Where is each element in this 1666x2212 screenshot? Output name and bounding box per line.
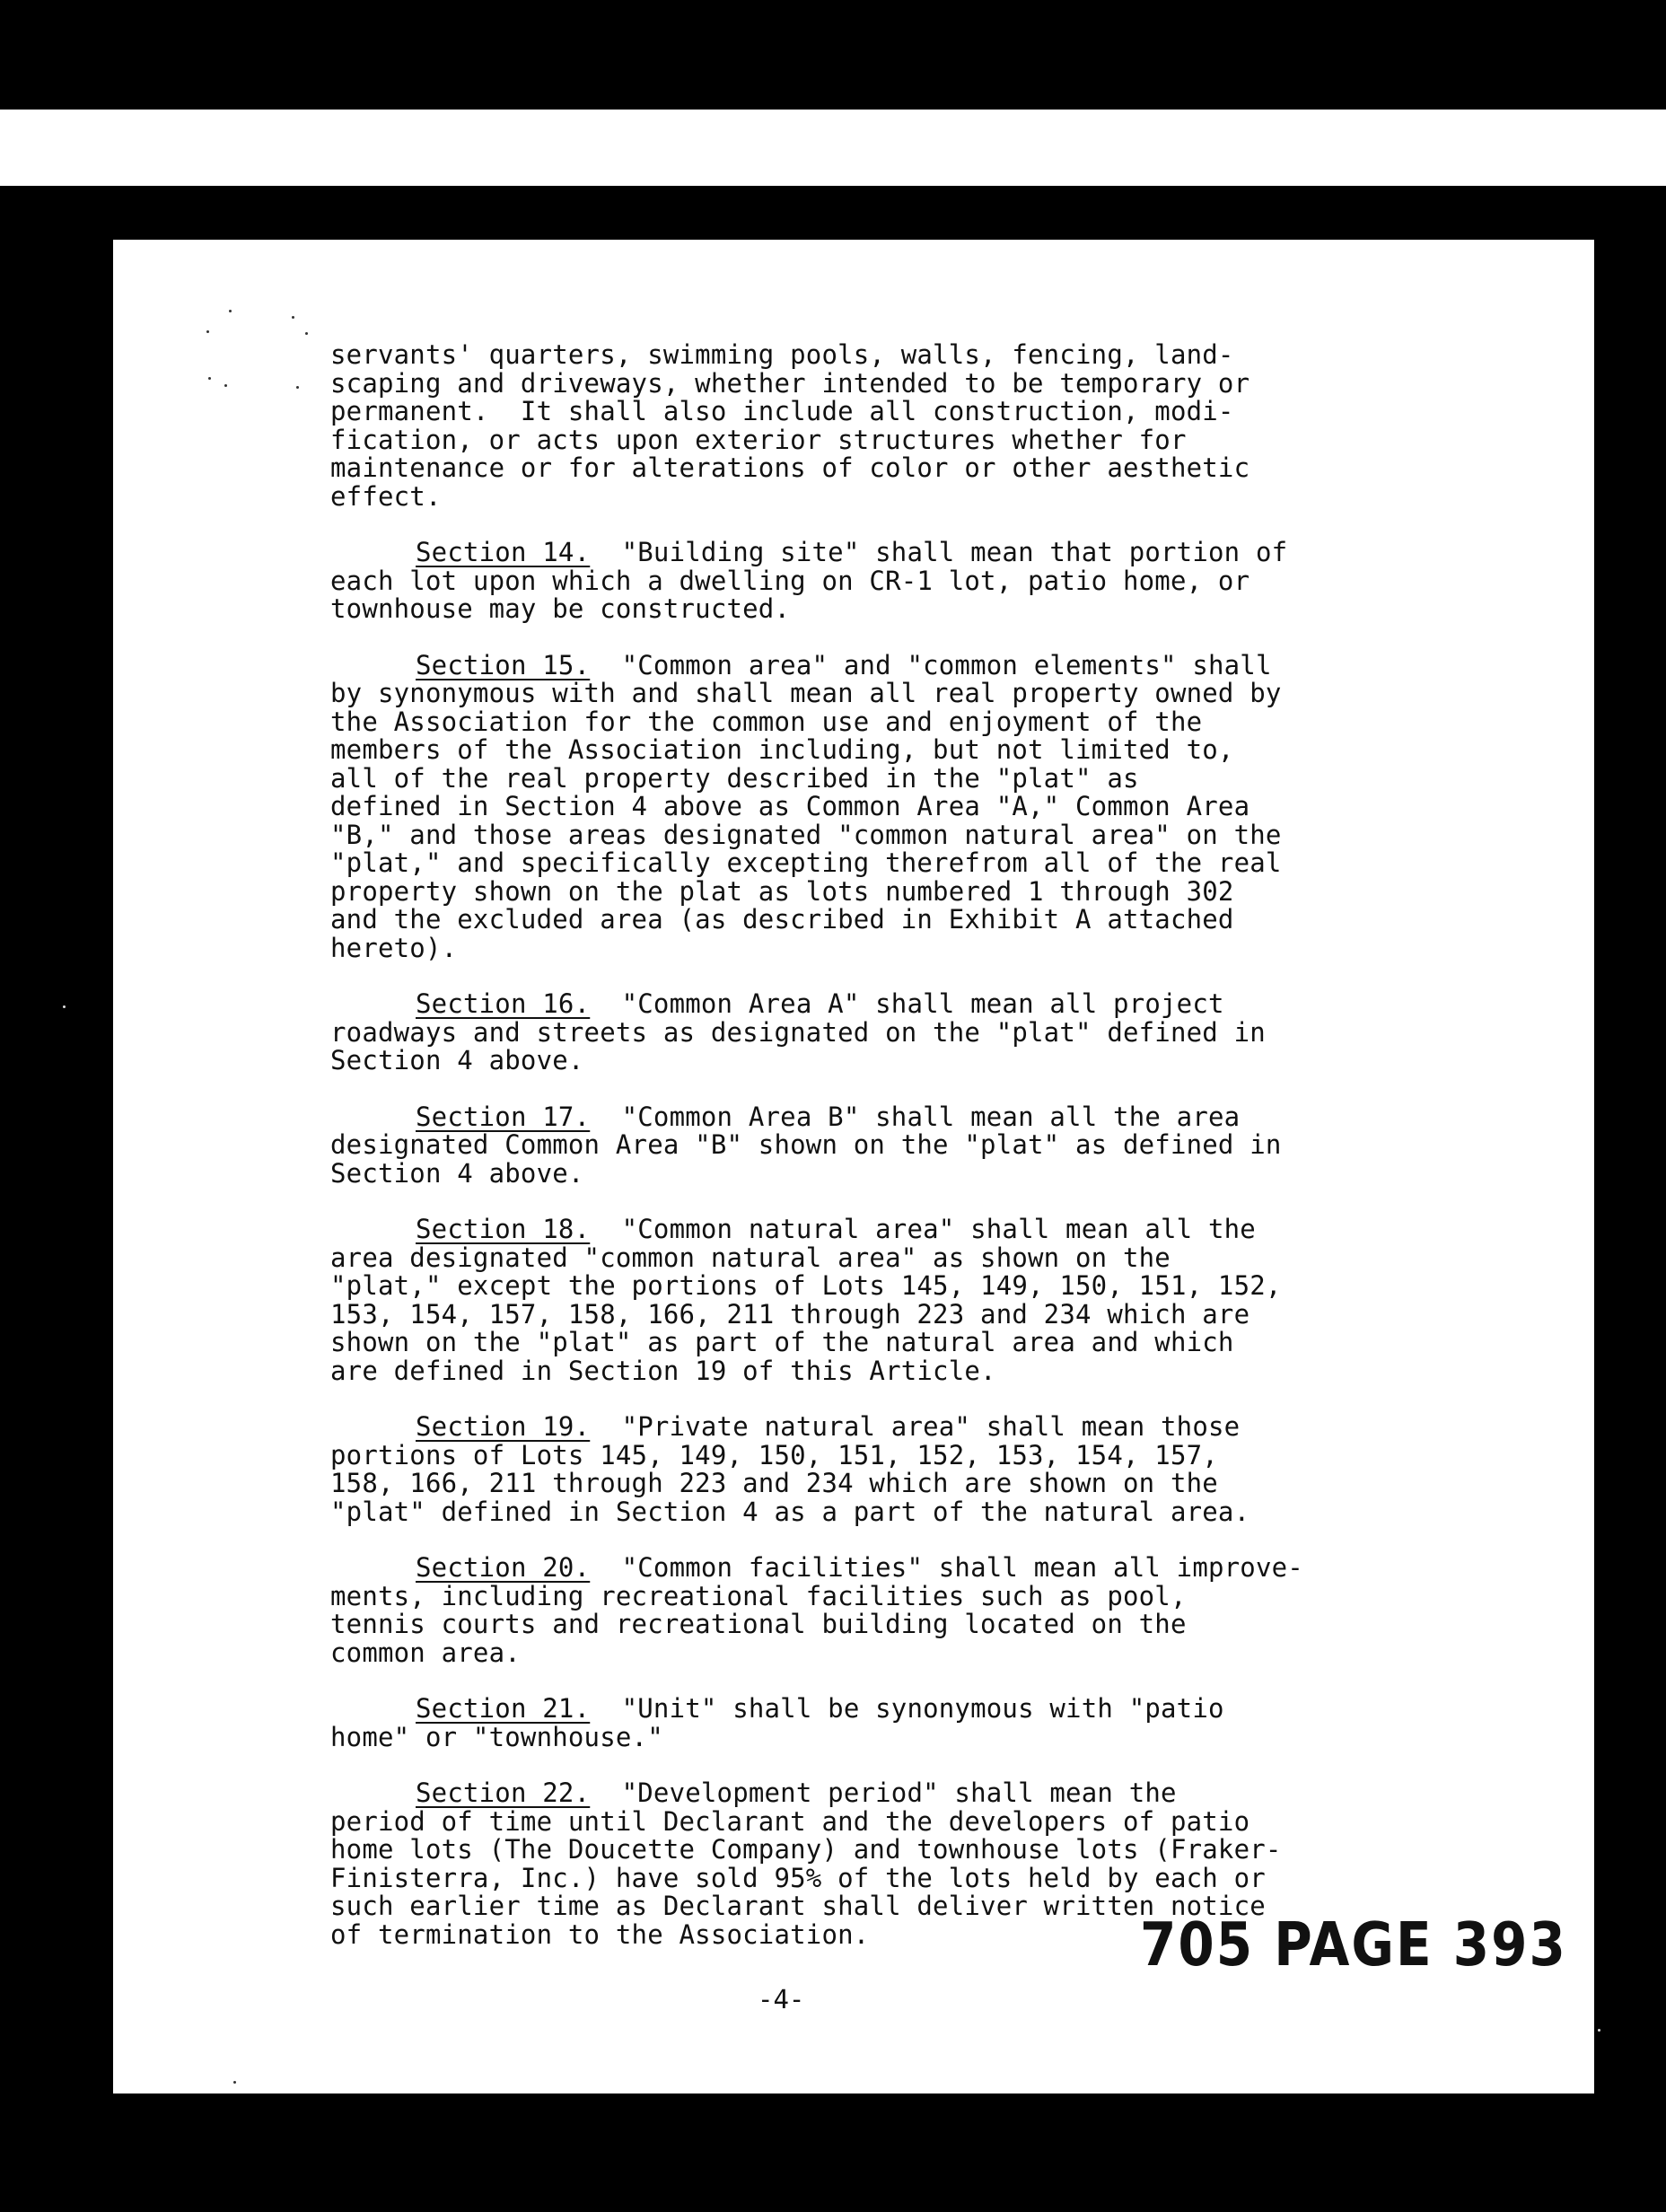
section-19: [330, 1413, 1390, 1526]
section-label: Section 17.: [416, 1101, 591, 1132]
section-label: Section 18.: [416, 1214, 591, 1244]
scan-speck: [305, 332, 308, 335]
scan-speck: [1598, 2029, 1600, 2032]
intro-paragraph: servants' quarters, swimming pools, walls, fencing, land- scaping and driveways, whether intended to be temporary or permanent. It shall also include all construction, modi- fication, or acts upon exterior structures whether for maintenance or for alterations of color or other aesthetic effect.: [330, 339, 1250, 512]
book-page-stamp: 705 PAGE 393: [1140, 1909, 1567, 1980]
section-label: Section 21.: [416, 1693, 591, 1724]
section-text: "Common natural area" shall mean all the area designated "common natural area" as shown on the "plat," except the portions of Lots 145, 149, 150, 151, 152, 153, 154, 157, 158, 166, 211 through 223 and 234 which are shown on the "plat" as part of the natural area and which are defined in Section 19 of this Article.: [330, 1214, 1282, 1386]
scan-speck: [208, 377, 211, 380]
section-label: Section 19.: [416, 1411, 591, 1442]
section-label: Section 15.: [416, 649, 591, 680]
scan-speck: [63, 1005, 66, 1008]
section-text: "Unit" shall be synonymous with "patio home" or "townhouse.": [330, 1693, 1224, 1752]
page-number: -4-: [758, 1984, 805, 2014]
section-text: "Common Area B" shall mean all the area designated Common Area "B" shown on the "plat" as defined in Section 4 above.: [330, 1101, 1282, 1189]
section-text: "Common facilities" shall mean all improve- ments, including recreational facilities such as pool, tennis courts and recreational building located on the common area.: [330, 1552, 1303, 1668]
scan-speck: [206, 330, 209, 333]
section-15: [330, 649, 1390, 963]
section-21: [330, 1695, 1390, 1751]
section-text: "Private natural area" shall mean those portions of Lots 145, 149, 150, 151, 152, 153, 154, 157, 158, 166, 211 through 223 and 234 which are shown on the "plat" defined in Section 4 as a part of the natural area.: [330, 1411, 1250, 1527]
scan-speck: [229, 310, 232, 312]
section-text: "Common area" and "common elements" shall by synonymous with and shall mean all real property owned by the Association for the common use and enjoyment of the members of the Association including, but not limited to, all of the real property described in the "plat" as defined in Section 4 above as Common Area "A," Common Area "B," and those areas designated "common natural area" on the "plat," and specifically excepting therefrom all of the real property shown on the plat as lots numbered 1 through 302 and the excluded area (as described in Exhibit A attached hereto).: [330, 649, 1282, 963]
section-label: Section 16.: [416, 988, 591, 1019]
section-text: "Building site" shall mean that portion of each lot upon which a dwelling on CR-1 lot, patio home, or townhouse may be constructed.: [330, 537, 1288, 624]
section-label: Section 20.: [416, 1552, 591, 1583]
scan-speck: [296, 386, 299, 389]
scan-speck: [233, 2081, 236, 2084]
scan-speck: [224, 384, 227, 387]
section-18: [330, 1216, 1390, 1385]
section-text: "Development period" shall mean the period of time until Declarant and the developers of patio home lots (The Doucette Company) and townhouse lots (Fraker- Finisterra, Inc.) have sold 95% of the lots held by each or such earlier time as Declarant shall deliver written notice of termination to the Association.: [330, 1778, 1282, 1950]
section-16: [330, 990, 1390, 1075]
section-14: [330, 539, 1390, 624]
section-20: [330, 1554, 1390, 1667]
document-body: [330, 341, 1390, 1977]
scan-speck: [292, 316, 294, 319]
scan-top-band: [0, 110, 1666, 186]
section-label: Section 14.: [416, 537, 591, 567]
section-label: Section 22.: [416, 1778, 591, 1808]
section-17: [330, 1103, 1390, 1189]
section-text: "Common Area A" shall mean all project roadways and streets as designated on the "plat" defined in Section 4 above.: [330, 988, 1266, 1075]
